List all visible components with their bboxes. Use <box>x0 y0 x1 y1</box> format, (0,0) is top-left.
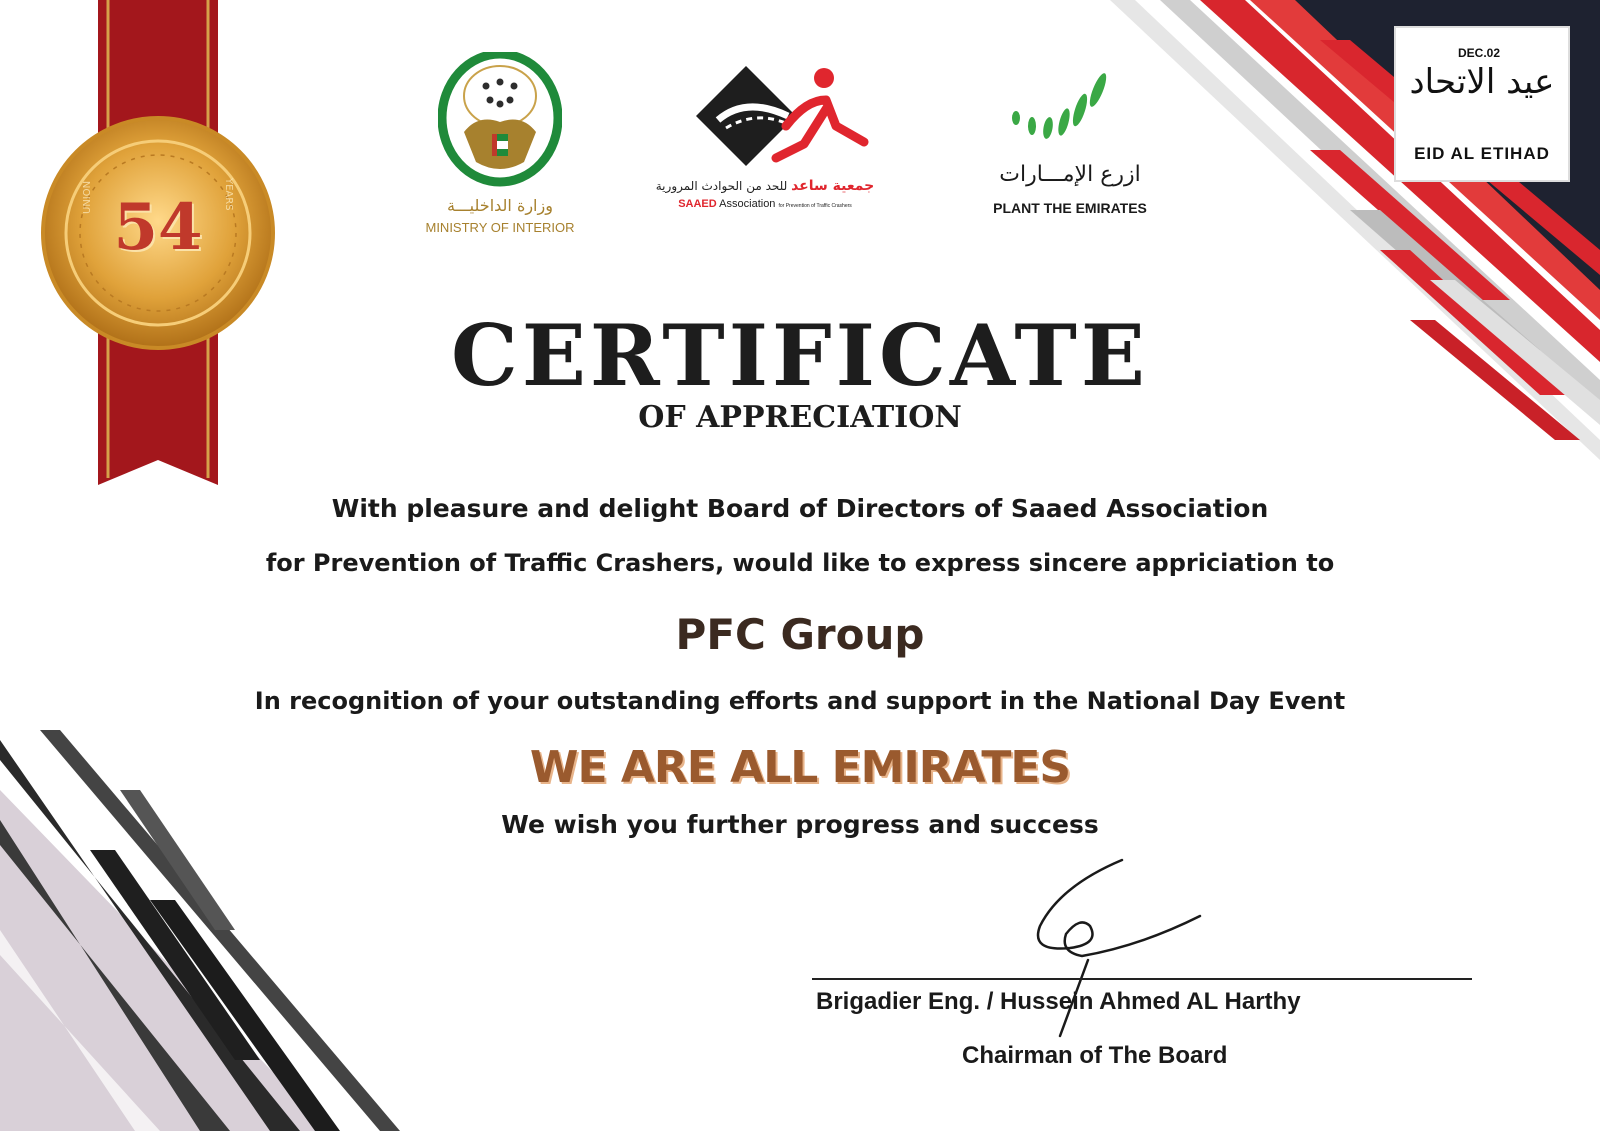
saaed-english-small: for Prevention of Traffic Crashers <box>778 203 852 209</box>
medal-number: 54 <box>113 190 203 265</box>
signatory-role: Chairman of The Board <box>962 1042 1228 1069</box>
plant-the-emirates-logo <box>1010 64 1120 154</box>
signature-scribble <box>1020 856 1220 1046</box>
saaed-arabic-tail: للحد من الحوادث المرورية <box>655 179 788 193</box>
medal-arc-left: UNION <box>82 180 93 214</box>
body-line-2: for Prevention of Traffic Crashers, would like to express sincere appriciation to <box>265 549 1335 577</box>
saaed-english-bold: SAAED <box>678 198 717 210</box>
plant-english-name: PLANT THE EMIRATES <box>993 200 1147 216</box>
eid-al-etihad-badge <box>1394 26 1570 182</box>
saaed-english-name <box>630 198 900 210</box>
recipient-name: PFC Group <box>675 610 925 659</box>
saaed-association-logo <box>696 66 876 174</box>
saaed-arabic-name <box>640 178 890 194</box>
medal-arc-right: YEARS <box>223 178 234 211</box>
eid-date: DEC.02 <box>1458 46 1501 60</box>
ministry-of-interior-emblem <box>438 52 562 192</box>
certificate-subtitle: OF APPRECIATION <box>638 400 962 435</box>
body-line-1: With pleasure and delight Board of Directors of Saaed Association <box>331 494 1269 523</box>
saaed-english-rest: Association <box>719 198 776 210</box>
signatory-name: Brigadier Eng. / Hussein Ahmed AL Harthy <box>816 988 1301 1015</box>
eid-english: EID AL ETIHAD <box>1414 144 1550 163</box>
certificate-title: CERTIFICATE <box>451 306 1149 405</box>
signature-line <box>812 978 1472 980</box>
moi-english-name: MINISTRY OF INTERIOR <box>425 220 575 235</box>
plant-arabic-name: ازرع الإمـــارات <box>999 162 1141 187</box>
moi-arabic-name: وزارة الداخليـــة <box>447 196 553 215</box>
body-line-3: In recognition of your outstanding efforts and support in the National Day Event <box>254 687 1346 715</box>
saaed-arabic-bold: جمعية ساعد <box>791 178 875 194</box>
eid-arabic: عيد الاتحاد <box>1409 62 1555 102</box>
closing-wish: We wish you further progress and success <box>501 810 1099 839</box>
event-name: WE ARE ALL EMIRATES <box>529 742 1071 793</box>
